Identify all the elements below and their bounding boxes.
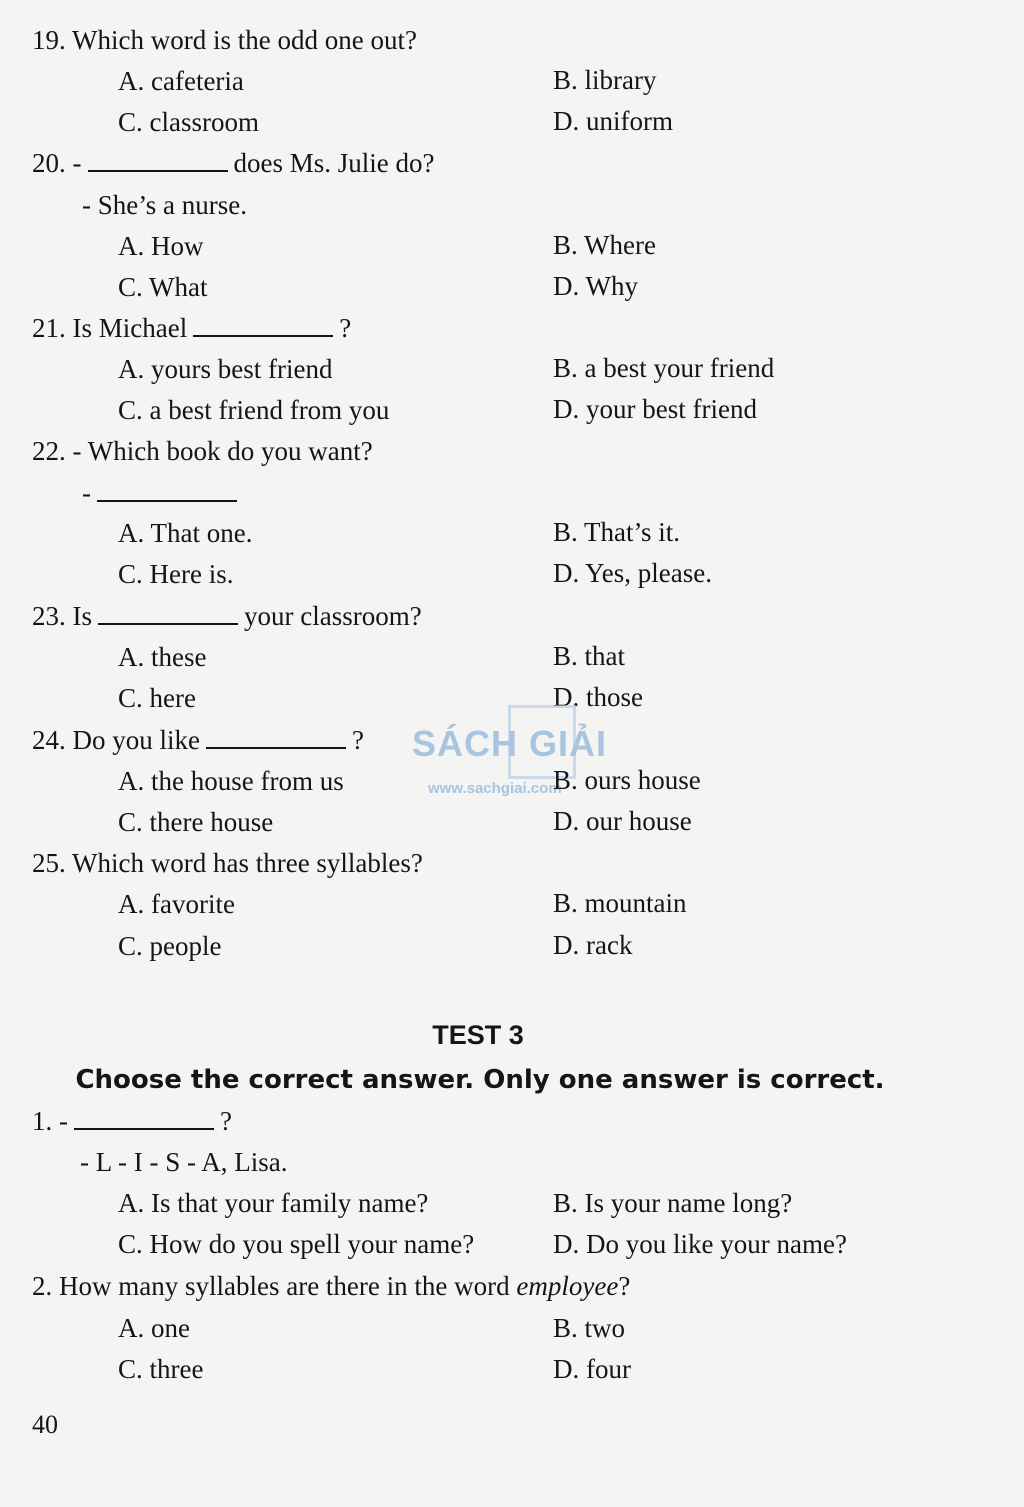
q25-option-d: D. rack: [553, 930, 633, 960]
q22-reply-dash: -: [82, 478, 91, 508]
t3q1-option-b: B. Is your name long?: [553, 1188, 793, 1218]
q22-option-b: B. That’s it.: [553, 517, 681, 547]
q21-option-d: D. your best friend: [553, 394, 757, 424]
q24-option-b: B. ours house: [553, 765, 701, 795]
answer-blank: [206, 725, 346, 749]
question-19-prompt: 19. Which word is the odd one out?: [32, 25, 417, 55]
test3-question-2-prompt: [32, 1269, 630, 1303]
q25-option-c: C. people: [118, 931, 222, 961]
question-25-prompt: 25. Which word has three syllables?: [32, 848, 423, 878]
watermark-title: SÁCH GIẢI: [412, 723, 608, 764]
question-22-prompt: 22. - Which book do you want?: [32, 436, 373, 466]
test-title: TEST 3: [432, 1020, 524, 1050]
q23-option-d: D. those: [553, 682, 643, 712]
answer-blank: [193, 313, 333, 337]
q22-option-c: C. Here is.: [118, 559, 234, 589]
question-24-prompt: [32, 723, 364, 757]
q20-option-a: A. How: [118, 231, 204, 261]
t3q1-prompt-end: ?: [220, 1106, 232, 1136]
answer-blank: [88, 148, 228, 172]
t3q2-prompt-start: 2. How many syllables are there in the word: [32, 1271, 510, 1301]
q19-option-b: B. library: [553, 65, 657, 95]
question-20-prompt: [32, 146, 434, 180]
q21-option-c: C. a best friend from you: [118, 395, 390, 425]
q21-option-b: B. a best your friend: [553, 353, 775, 383]
q20-reply: - She’s a nurse.: [82, 190, 247, 220]
q23-option-a: A. these: [118, 642, 207, 672]
q25-option-a: A. favorite: [118, 889, 235, 919]
q23-option-b: B. that: [553, 641, 625, 671]
watermark-url: www.sachgiai.com: [428, 780, 562, 797]
answer-blank: [97, 478, 237, 502]
q21-prompt-start: 21. Is Michael: [32, 313, 188, 343]
q22-option-d: D. Yes, please.: [553, 558, 712, 588]
q20-prompt-end: does Ms. Julie do?: [233, 148, 435, 178]
page-number: 40: [32, 1410, 58, 1439]
question-23-prompt: [32, 599, 422, 633]
q19-option-d: D. uniform: [553, 106, 673, 136]
t3q1-prompt-start: 1. -: [32, 1106, 68, 1136]
q25-option-b: B. mountain: [553, 888, 687, 918]
q19-option-c: C. classroom: [118, 107, 259, 137]
t3q2-option-d: D. four: [553, 1354, 631, 1384]
q20-option-c: C. What: [118, 272, 208, 302]
q24-option-a: A. the house from us: [118, 766, 344, 796]
t3q2-option-c: C. three: [118, 1354, 204, 1384]
question-21-prompt: [32, 311, 351, 345]
q22-option-a: A. That one.: [118, 518, 253, 548]
t3q2-prompt-word: employee: [516, 1271, 619, 1301]
q20-option-b: B. Where: [553, 230, 656, 260]
answer-blank: [74, 1106, 214, 1130]
t3q1-option-d: D. Do you like your name?: [553, 1229, 847, 1259]
t3q1-option-c: C. How do you spell your name?: [118, 1229, 475, 1259]
q24-prompt-start: 24. Do you like: [32, 725, 200, 755]
test3-question-1-prompt: [32, 1104, 232, 1138]
t3q1-reply: - L - I - S - A, Lisa.: [80, 1147, 288, 1177]
t3q2-option-b: B. two: [553, 1313, 626, 1343]
answer-blank: [98, 601, 238, 625]
t3q2-prompt-end: ?: [618, 1271, 631, 1301]
q20-prompt-start: 20. -: [32, 148, 82, 178]
q21-prompt-end: ?: [339, 313, 352, 343]
q19-option-a: A. cafeteria: [118, 66, 244, 96]
q20-option-d: D. Why: [553, 271, 638, 301]
q23-prompt-end: your classroom?: [244, 601, 422, 631]
q24-option-d: D. our house: [553, 806, 692, 836]
test-instruction: Choose the correct answer. Only one answer is correct.: [75, 1065, 885, 1095]
q24-option-c: C. there house: [118, 807, 274, 837]
t3q2-option-a: A. one: [118, 1313, 190, 1343]
q23-prompt-start: 23. Is: [32, 601, 92, 631]
q21-option-a: A. yours best friend: [118, 354, 333, 384]
t3q1-option-a: A. Is that your family name?: [118, 1188, 429, 1218]
q24-prompt-end: ?: [352, 725, 364, 755]
q23-option-c: C. here: [118, 683, 196, 713]
q22-reply: [82, 476, 243, 510]
